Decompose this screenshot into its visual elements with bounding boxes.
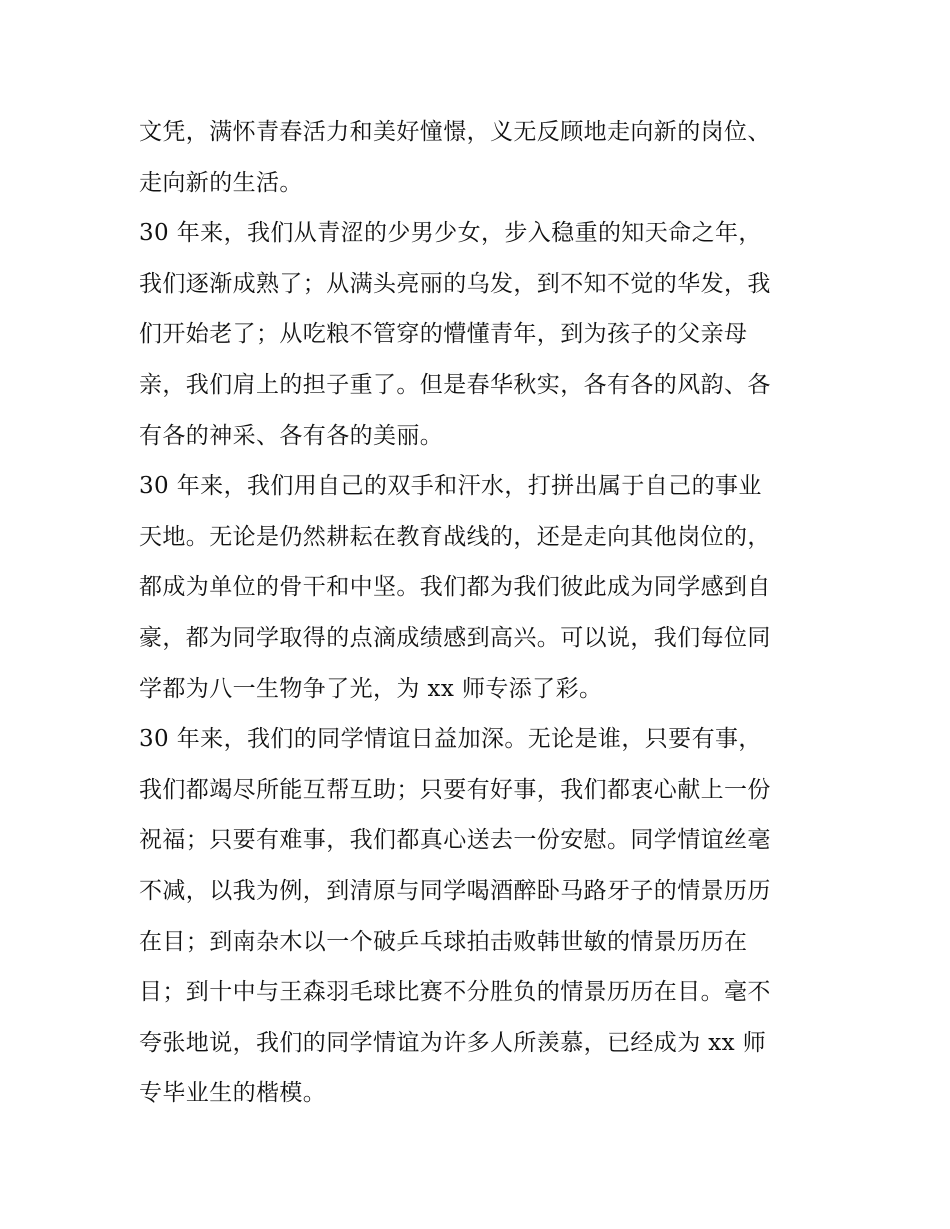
text-line: 夸张地说，我们的同学情谊为许多人所羡慕，已经成为 xx 师 — [139, 1029, 767, 1056]
text-line: 30 年来，我们的同学情谊日益加深。无论是谁，只要有事， — [139, 726, 762, 753]
text-line: 亲，我们肩上的担子重了。但是春华秋实，各有各的风韵、各 — [139, 371, 771, 398]
text-line: 们开始老了；从吃粮不管穿的懵懂青年，到为孩子的父亲母 — [139, 321, 748, 348]
text-line: 30 年来，我们从青涩的少男少女，步入稳重的知天命之年， — [139, 220, 762, 247]
text-line: 有各的神采、各有各的美丽。 — [139, 422, 444, 449]
text-line: 学都为八一生物争了光，为 xx 师专添了彩。 — [139, 675, 603, 702]
text-line: 专毕业生的楷模。 — [139, 1080, 327, 1107]
text-line: 在目；到南杂木以一个破乒乓球拍击败韩世敏的情景历历在 — [139, 928, 748, 955]
text-line: 30 年来，我们用自己的双手和汗水，打拼出属于自己的事业 — [139, 473, 762, 500]
text-line: 祝福；只要有难事，我们都真心送去一份安慰。同学情谊丝毫 — [139, 827, 771, 854]
document-body — [139, 107, 819, 1119]
text-line: 不减，以我为例，到清原与同学喝酒醉卧马路牙子的情景历历 — [139, 877, 771, 904]
text-line: 文凭，满怀青春活力和美好憧憬，义无反顾地走向新的岗位、 — [139, 119, 771, 145]
text-line: 目；到十中与王森羽毛球比赛不分胜负的情景历历在目。毫不 — [139, 979, 771, 1006]
text-line: 豪，都为同学取得的点滴成绩感到高兴。可以说，我们每位同 — [139, 624, 771, 651]
text-line: 都成为单位的骨干和中坚。我们都为我们彼此成为同学感到自 — [139, 574, 771, 601]
text-line: 我们都竭尽所能互帮互助；只要有好事，我们都衷心献上一份 — [139, 776, 771, 803]
text-line: 我们逐渐成熟了；从满头亮丽的乌发，到不知不觉的华发，我 — [139, 270, 771, 297]
text-line: 天地。无论是仍然耕耘在教育战线的，还是走向其他岗位的， — [139, 523, 771, 550]
text-line: 走向新的生活。 — [139, 169, 303, 196]
